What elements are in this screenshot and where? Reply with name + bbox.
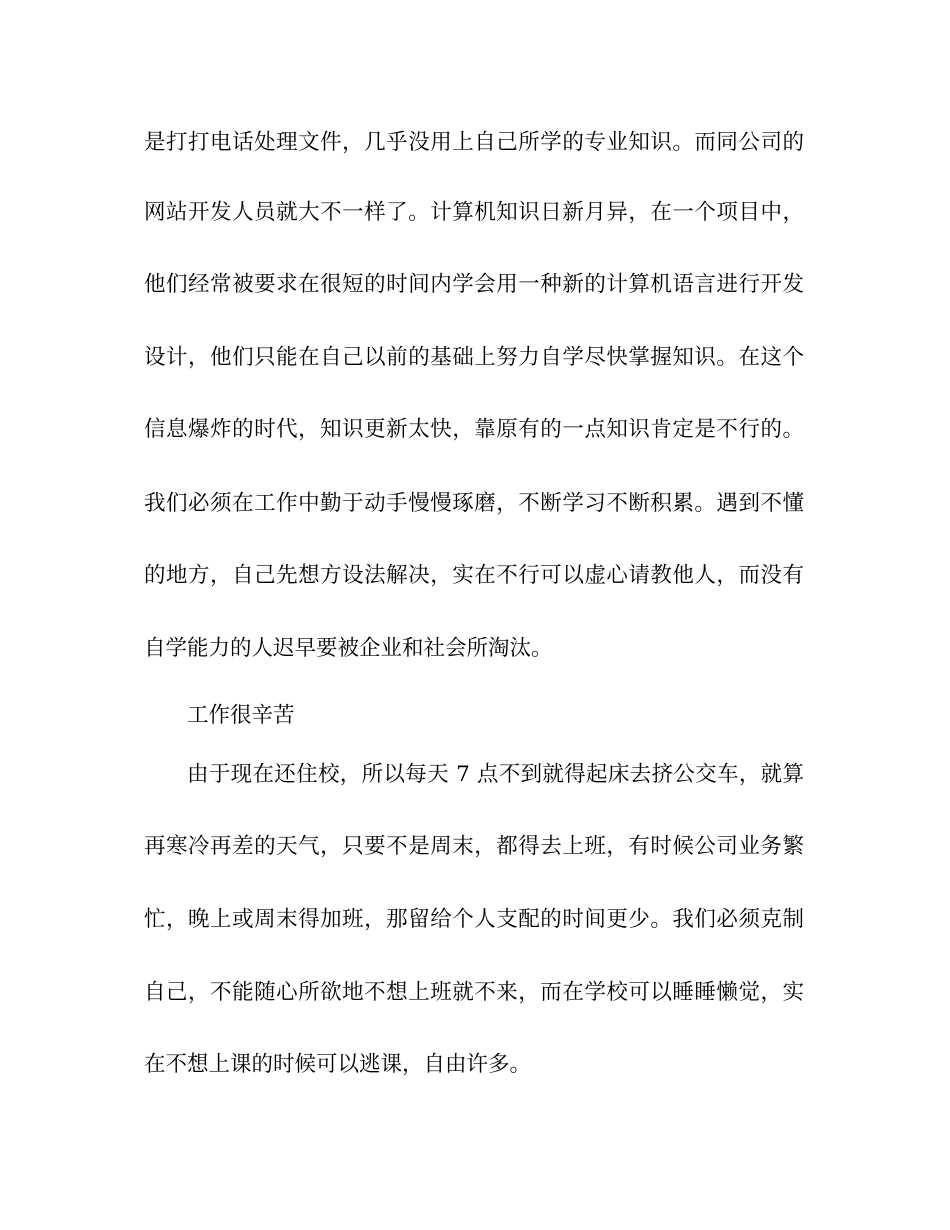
section-heading: 工作很辛苦: [187, 703, 295, 728]
paragraph-last-line: 自学能力的人迟早要被企业和社会所淘汰。: [144, 636, 553, 661]
paragraph-line: 设计，他们只能在自己以前的基础上努力自学尽快掌握知识。在这个: [144, 345, 804, 370]
paragraph-line: 我们必须在工作中勤于动手慢慢琢磨，不断学习不断积累。遇到不懂: [144, 491, 804, 516]
paragraph-last-line: 在不想上课的时候可以逃课，自由许多。: [144, 1052, 532, 1077]
paragraph-first-line: 由于现在还住校，所以每天 7 点不到就得起床去挤公交车，就算: [187, 762, 804, 787]
paragraph-line: 忙，晚上或周末得加班，那留给个人支配的时间更少。我们必须克制: [144, 907, 804, 932]
paragraph-line: 自己，不能随心所欲地不想上班就不来，而在学校可以睡睡懒觉，实: [144, 980, 804, 1005]
paragraph-line: 信息爆炸的时代，知识更新太快，靠原有的一点知识肯定是不行的。: [144, 417, 804, 442]
paragraph-line: 的地方，自己先想方设法解决，实在不行可以虚心请教他人，而没有: [144, 563, 804, 588]
paragraph-line: 再寒冷再差的天气，只要不是周末，都得去上班，有时候公司业务繁: [144, 834, 804, 859]
paragraph-line: 网站开发人员就大不一样了。计算机知识日新月异，在一个项目中，: [144, 200, 804, 225]
paragraph-line: 他们经常被要求在很短的时间内学会用一种新的计算机语言进行开发: [144, 272, 804, 297]
paragraph-line: 是打打电话处理文件，几乎没用上自己所学的专业知识。而同公司的: [144, 130, 804, 155]
